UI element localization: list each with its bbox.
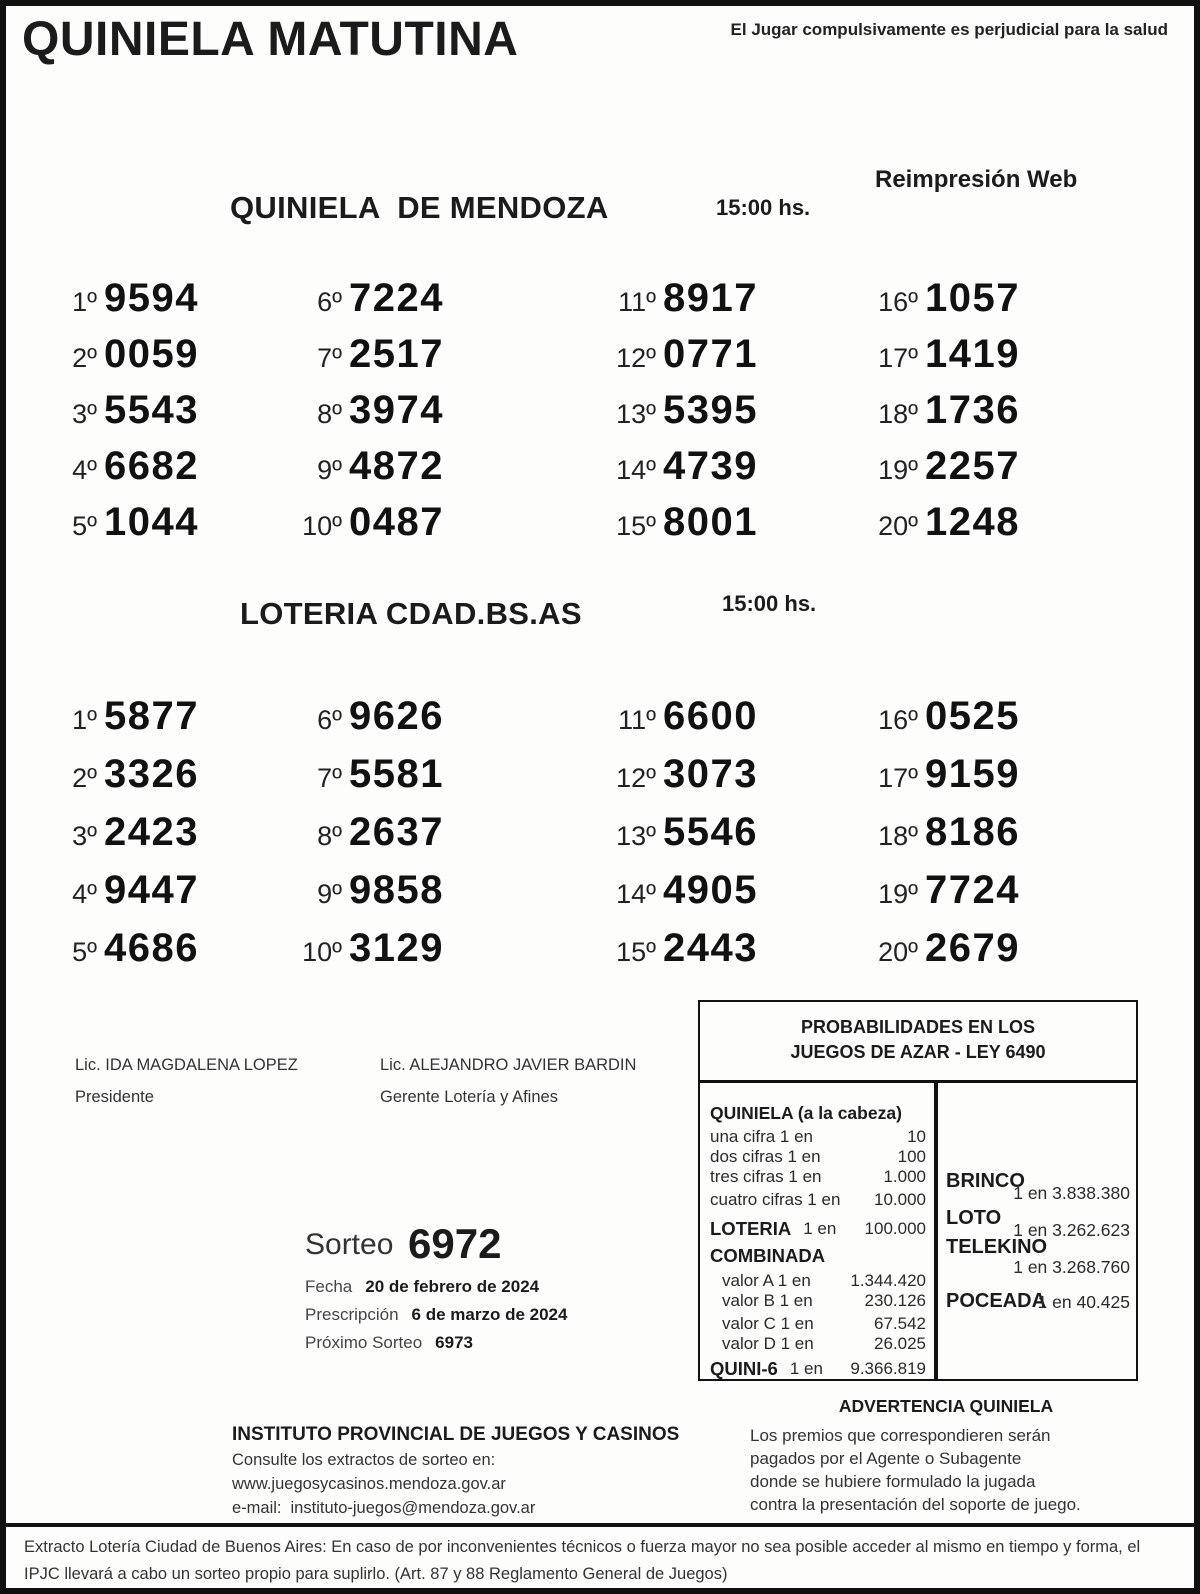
result-position: 3º <box>72 821 97 851</box>
result-number: 2517 <box>349 332 444 376</box>
result-number: 1419 <box>925 332 1020 376</box>
sorteo-number: 6972 <box>408 1220 502 1267</box>
result-number: 0771 <box>663 332 758 376</box>
poceada-label: POCEADA <box>946 1290 1047 1312</box>
result-number: 9858 <box>349 868 444 912</box>
result-cell <box>604 694 866 752</box>
loto-odds: 1 en 3.262.623 <box>1013 1220 1130 1240</box>
result-number: 9159 <box>925 752 1020 796</box>
result-cell <box>290 694 604 752</box>
result-number: 7724 <box>925 868 1020 912</box>
result-cell <box>290 752 604 810</box>
result-position: 16º <box>878 705 918 735</box>
result-number: 0525 <box>925 694 1020 738</box>
health-warning: El Jugar compulsivamente es perjudicial para la salud <box>730 20 1168 39</box>
odds-label: valor D 1 en <box>722 1334 814 1353</box>
result-cell <box>290 810 604 868</box>
result-number: 0059 <box>104 332 199 376</box>
result-cell <box>866 332 1147 388</box>
result-position: 4º <box>72 455 97 485</box>
advertencia-block <box>750 1396 1142 1516</box>
result-number: 2637 <box>349 810 444 854</box>
result-cell <box>866 500 1147 556</box>
footer-disclaimer: Extracto Lotería Ciudad de Buenos Aires: En caso de por inconvenientes técnicos o fuerza mayor no sea posible acceder al mismo en tiempo y forma, el IPJC llevará a cabo un sorteo propio para suplirlo. (Art. 87 y 88 Reglamento General de Juegos) <box>24 1538 1141 1583</box>
loteria-odds-mid: 1 en <box>803 1219 837 1238</box>
result-cell <box>45 694 290 752</box>
result-number: 4686 <box>104 926 199 970</box>
result-cell <box>604 332 866 388</box>
proximo-sorteo-row <box>305 1333 473 1353</box>
draw-heading-mendoza: QUINIELA DE MENDOZA <box>230 190 609 225</box>
signature-president-name: Lic. IDA MAGDALENA LOPEZ <box>75 1056 298 1074</box>
fecha-row <box>305 1277 539 1297</box>
sorteo-label: Sorteo <box>305 1228 394 1261</box>
result-number: 4739 <box>663 444 758 488</box>
result-number: 1044 <box>104 500 199 544</box>
result-position: 9º <box>317 879 342 909</box>
advertencia-line: pagados por el Agente o Subagente <box>750 1449 1022 1468</box>
signature-manager-name: Lic. ALEJANDRO JAVIER BARDIN <box>380 1056 637 1074</box>
result-position: 2º <box>72 763 97 793</box>
result-position: 5º <box>72 511 97 541</box>
result-position: 18º <box>878 399 918 429</box>
result-position: 7º <box>317 763 342 793</box>
results-grid-mendoza <box>45 276 1147 556</box>
email-label: e-mail: <box>232 1499 282 1517</box>
odds-row <box>710 1127 926 1146</box>
results-grid-bsas <box>45 694 1147 984</box>
result-cell <box>45 926 290 984</box>
probabilities-title-line2: JUEGOS DE AZAR - LEY 6490 <box>790 1042 1046 1062</box>
result-cell <box>45 388 290 444</box>
result-cell <box>866 276 1147 332</box>
odds-value: 10.000 <box>874 1190 926 1209</box>
loteria-odds-label: LOTERIA <box>710 1218 792 1239</box>
result-position: 6º <box>317 287 342 317</box>
result-number: 8186 <box>925 810 1020 854</box>
result-position: 8º <box>317 399 342 429</box>
result-position: 3º <box>72 399 97 429</box>
result-number: 9594 <box>104 276 199 320</box>
quiniela-odds-header: QUINIELA (a la cabeza) <box>710 1103 902 1123</box>
odds-row <box>722 1291 926 1310</box>
result-position: 15º <box>616 511 656 541</box>
signature-manager-role: Gerente Lotería y Afines <box>380 1088 558 1106</box>
other-games-odds <box>946 1090 1130 1379</box>
odds-row <box>722 1334 926 1353</box>
result-number: 3974 <box>349 388 444 432</box>
result-position: 15º <box>616 937 656 967</box>
odds-label: tres cifras 1 en <box>710 1167 822 1186</box>
result-number: 3326 <box>104 752 199 796</box>
result-position: 10º <box>302 937 342 967</box>
draw-time-mendoza: 15:00 hs. <box>716 195 811 220</box>
quini6-odds-value: 9.366.819 <box>850 1359 926 1378</box>
loteria-odds-value: 100.000 <box>864 1219 926 1238</box>
poceada-odds: 1 en 40.425 <box>1037 1292 1130 1312</box>
result-cell <box>290 444 604 500</box>
result-cell <box>604 444 866 500</box>
odds-label: cuatro cifras 1 en <box>710 1190 841 1209</box>
result-number: 8917 <box>663 276 758 320</box>
quini6-odds-label: QUINI-6 <box>710 1358 778 1379</box>
odds-value: 1.344.420 <box>850 1271 926 1290</box>
result-position: 18º <box>878 821 918 851</box>
instituto-consulte: Consulte los extractos de sorteo en: <box>232 1451 496 1469</box>
telekino-odds: 1 en 3.268.760 <box>1013 1257 1130 1277</box>
draw-heading-bsas: LOTERIA CDAD.BS.AS <box>240 596 582 631</box>
signature-president-role: Presidente <box>75 1088 154 1106</box>
result-number: 9626 <box>349 694 444 738</box>
combinada-odds-header: COMBINADA <box>710 1245 826 1266</box>
loto-label: LOTO <box>946 1207 1002 1229</box>
result-number: 3129 <box>349 926 444 970</box>
quini6-odds-row <box>710 1359 926 1378</box>
result-cell <box>45 500 290 556</box>
reprint-label: Reimpresión Web <box>875 166 1078 193</box>
instituto-block <box>232 1424 679 1518</box>
result-number: 1248 <box>925 500 1020 544</box>
footer-divider <box>0 1523 1200 1527</box>
instituto-name: INSTITUTO PROVINCIAL DE JUEGOS Y CASINOS <box>232 1424 680 1445</box>
result-cell <box>290 926 604 984</box>
result-position: 6º <box>317 705 342 735</box>
prescripcion-value: 6 de marzo de 2024 <box>411 1305 568 1324</box>
prescripcion-row <box>305 1305 567 1325</box>
odds-label: una cifra 1 en <box>710 1127 814 1146</box>
result-position: 17º <box>878 343 918 373</box>
result-cell <box>604 388 866 444</box>
result-number: 1736 <box>925 388 1020 432</box>
fecha-value: 20 de febrero de 2024 <box>365 1277 540 1296</box>
result-position: 7º <box>317 343 342 373</box>
result-number: 5543 <box>104 388 199 432</box>
result-cell <box>866 926 1147 984</box>
result-number: 5581 <box>349 752 444 796</box>
result-position: 4º <box>72 879 97 909</box>
result-cell <box>604 752 866 810</box>
result-cell <box>604 868 866 926</box>
result-position: 10º <box>302 511 342 541</box>
odds-label: valor C 1 en <box>722 1314 814 1333</box>
result-position: 19º <box>878 455 918 485</box>
fecha-label: Fecha <box>305 1277 353 1296</box>
telekino-label: TELEKINO <box>946 1236 1048 1258</box>
result-cell <box>45 444 290 500</box>
result-cell <box>290 388 604 444</box>
result-position: 16º <box>878 287 918 317</box>
result-number: 0487 <box>349 500 444 544</box>
result-cell <box>45 868 290 926</box>
result-number: 5395 <box>663 388 758 432</box>
result-cell <box>45 276 290 332</box>
result-number: 2679 <box>925 926 1020 970</box>
result-cell <box>604 810 866 868</box>
result-cell <box>866 868 1147 926</box>
result-position: 20º <box>878 511 918 541</box>
odds-value: 100 <box>897 1147 926 1166</box>
result-position: 19º <box>878 879 918 909</box>
proximo-sorteo-label: Próximo Sorteo <box>305 1333 423 1352</box>
result-cell <box>290 868 604 926</box>
instituto-email-row <box>232 1499 679 1518</box>
result-position: 13º <box>616 399 656 429</box>
result-number: 4872 <box>349 444 444 488</box>
result-cell <box>290 332 604 388</box>
result-position: 11º <box>618 705 656 735</box>
odds-label: valor A 1 en <box>722 1271 811 1290</box>
result-cell <box>45 752 290 810</box>
result-cell <box>604 926 866 984</box>
proximo-sorteo-value: 6973 <box>435 1333 473 1352</box>
probabilities-box <box>698 1000 1138 1381</box>
result-position: 1º <box>72 287 97 317</box>
result-position: 12º <box>616 763 656 793</box>
result-position: 9º <box>317 455 342 485</box>
result-number: 2423 <box>104 810 199 854</box>
result-position: 14º <box>616 879 656 909</box>
odds-value: 67.542 <box>874 1314 926 1333</box>
odds-value: 10 <box>907 1127 926 1146</box>
result-number: 7224 <box>349 276 444 320</box>
result-number: 6600 <box>663 694 758 738</box>
result-number: 9447 <box>104 868 199 912</box>
probabilities-column-divider <box>934 1080 938 1379</box>
result-position: 12º <box>616 343 656 373</box>
odds-row <box>722 1271 926 1290</box>
result-cell <box>866 694 1147 752</box>
result-number: 4905 <box>663 868 758 912</box>
advertencia-line: Los premios que correspondieren serán <box>750 1426 1051 1445</box>
result-position: 14º <box>616 455 656 485</box>
result-position: 17º <box>878 763 918 793</box>
loteria-odds-row <box>710 1219 926 1238</box>
brinco-odds: 1 en 3.838.380 <box>1013 1183 1130 1203</box>
result-cell <box>866 444 1147 500</box>
result-position: 20º <box>878 937 918 967</box>
result-number: 5546 <box>663 810 758 854</box>
page-title: QUINIELA MATUTINA <box>22 13 519 66</box>
prescripcion-label: Prescripción <box>305 1305 399 1324</box>
probabilities-header-divider <box>700 1080 1136 1083</box>
result-number: 2257 <box>925 444 1020 488</box>
probabilities-title <box>700 1015 1136 1065</box>
result-cell <box>45 810 290 868</box>
odds-label: dos cifras 1 en <box>710 1147 821 1166</box>
result-number: 1057 <box>925 276 1020 320</box>
brinco-label: BRINCO <box>946 1170 1025 1192</box>
quini6-odds-mid: 1 en <box>789 1359 823 1378</box>
odds-value: 1.000 <box>883 1167 926 1186</box>
result-position: 5º <box>72 937 97 967</box>
email-value: instituto-juegos@mendoza.gov.ar <box>290 1499 536 1517</box>
result-cell <box>866 752 1147 810</box>
result-number: 6682 <box>104 444 199 488</box>
result-position: 8º <box>317 821 342 851</box>
result-position: 11º <box>618 287 656 317</box>
result-position: 2º <box>72 343 97 373</box>
result-cell <box>604 500 866 556</box>
result-number: 5877 <box>104 694 199 738</box>
result-number: 3073 <box>663 752 758 796</box>
odds-row <box>722 1314 926 1333</box>
advertencia-title: ADVERTENCIA QUINIELA <box>838 1396 1054 1416</box>
result-cell <box>866 388 1147 444</box>
odds-value: 26.025 <box>874 1334 926 1353</box>
instituto-website: www.juegosycasinos.mendoza.gov.ar <box>232 1475 506 1493</box>
result-cell <box>290 276 604 332</box>
odds-row <box>710 1167 926 1186</box>
draw-time-bsas: 15:00 hs. <box>722 591 817 616</box>
result-number: 8001 <box>663 500 758 544</box>
advertencia-line: donde se hubiere formulado la jugada <box>750 1472 1036 1491</box>
result-cell <box>45 332 290 388</box>
result-position: 13º <box>616 821 656 851</box>
odds-row <box>710 1190 926 1209</box>
result-position: 1º <box>72 705 97 735</box>
odds-label: valor B 1 en <box>722 1291 813 1310</box>
advertencia-line: contra la presentación del soporte de juego. <box>750 1495 1081 1514</box>
result-cell <box>866 810 1147 868</box>
odds-row <box>710 1147 926 1166</box>
probabilities-title-line1: PROBABILIDADES EN LOS <box>800 1017 1036 1037</box>
result-cell <box>290 500 604 556</box>
odds-value: 230.126 <box>864 1291 926 1310</box>
result-number: 2443 <box>663 926 758 970</box>
result-cell <box>604 276 866 332</box>
